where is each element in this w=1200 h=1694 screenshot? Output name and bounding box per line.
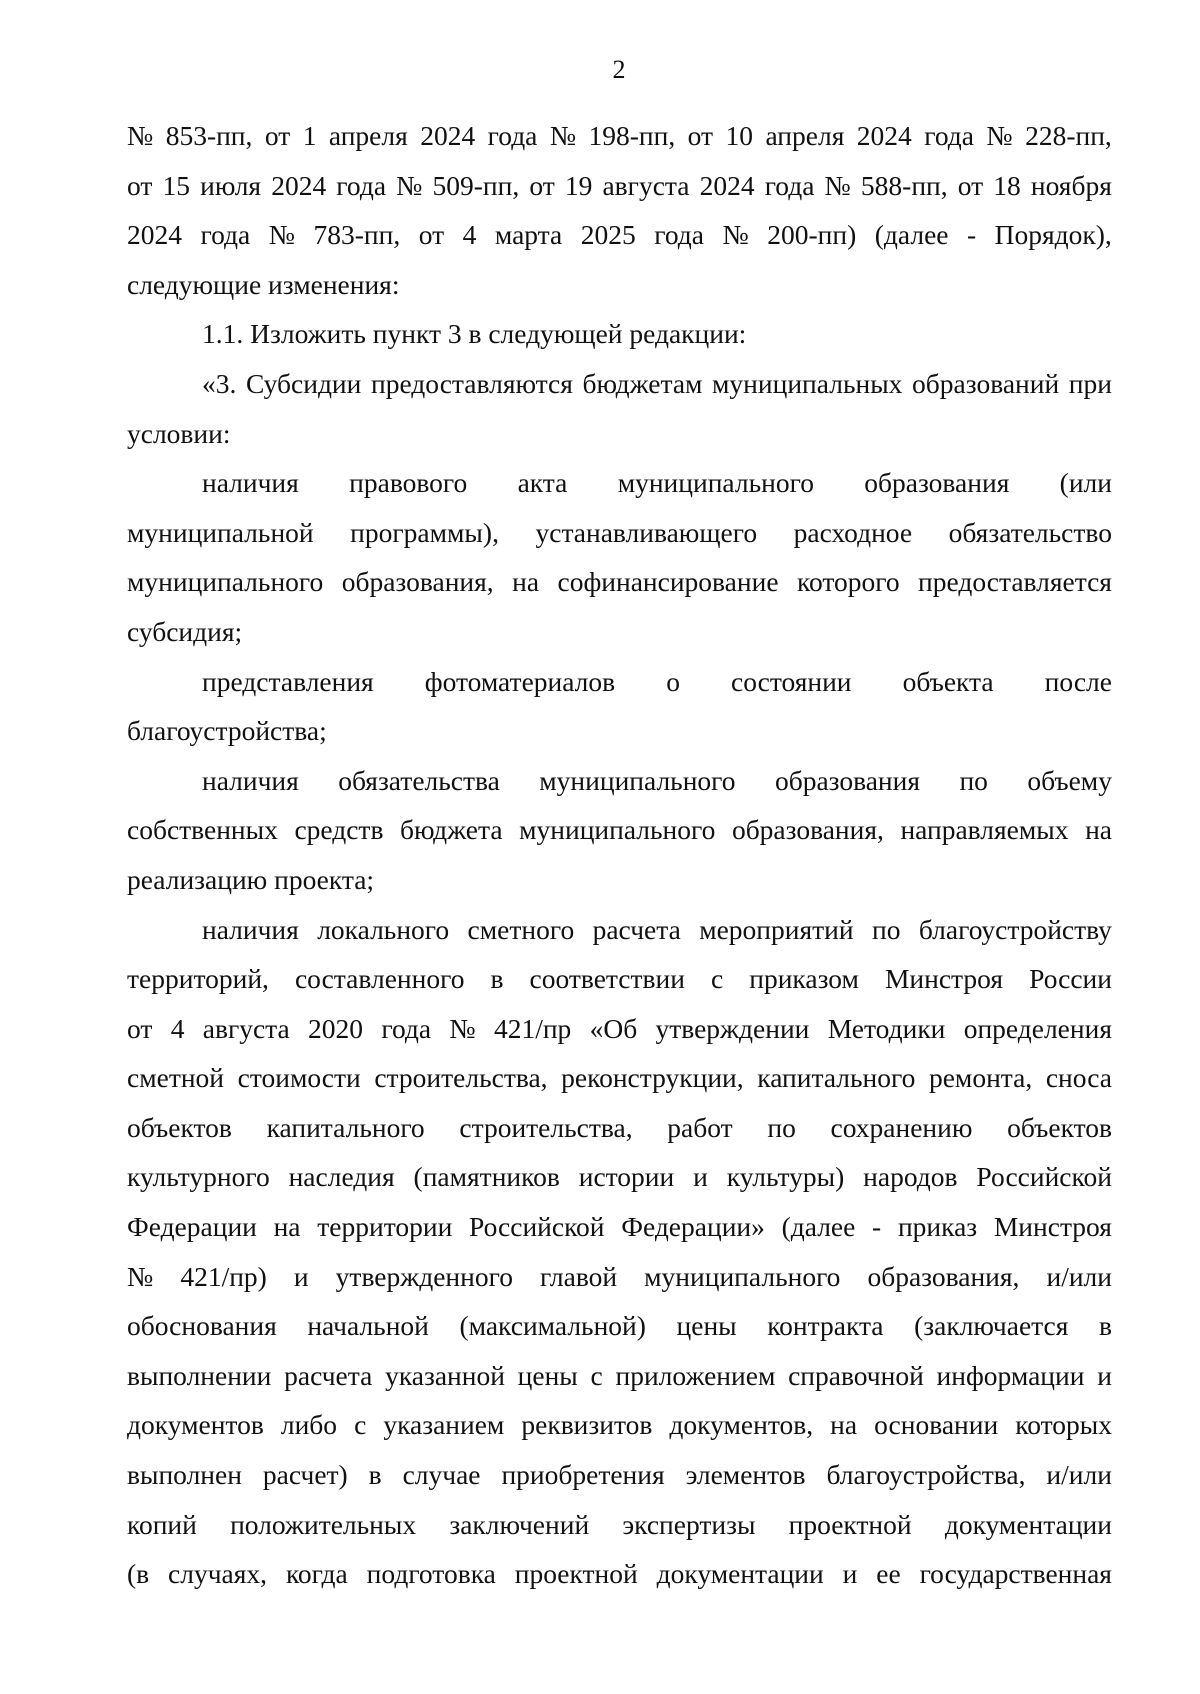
text-word: расчета <box>284 1359 373 1391</box>
text-word: 2024 <box>699 169 755 201</box>
text-word: главой <box>540 1260 618 1292</box>
text-word: когда <box>285 1558 348 1590</box>
text-word: по <box>767 1111 796 1143</box>
text-line <box>127 1301 1112 1351</box>
text-word: от <box>127 169 153 201</box>
text-word: муниципальной <box>127 516 314 548</box>
text-word: 2024 <box>420 120 476 151</box>
text-word: цены <box>676 1310 737 1342</box>
text-line <box>127 557 1112 607</box>
text-word: выполнении <box>127 1359 272 1391</box>
text-word: 4 <box>462 219 477 251</box>
text-word: капитального <box>757 1062 916 1094</box>
text-word: элементов <box>685 1459 806 1491</box>
text-word: образования, <box>341 566 494 598</box>
text-line <box>127 210 1112 260</box>
text-line: 1.1. Изложить пункт 3 в следующей редакции: <box>202 318 747 350</box>
text-line <box>127 805 1112 855</box>
text-word: направляемых <box>900 814 1069 846</box>
text-word: Порядок), <box>994 219 1112 251</box>
text-word: 509-пп, <box>432 169 520 201</box>
text-word: положительных <box>230 1508 417 1540</box>
text-word: 588-пп, <box>860 169 948 201</box>
text-word: года <box>924 120 974 151</box>
text-word: приложением <box>615 1359 776 1391</box>
text-word: благоустройству <box>918 913 1112 945</box>
text-line <box>127 1053 1112 1103</box>
text-word: стоимости <box>237 1062 361 1094</box>
text-word: объектов <box>1007 1111 1112 1143</box>
text-word: образования, <box>731 814 884 846</box>
text-word: наличия <box>202 913 299 945</box>
text-word: муниципального <box>644 1260 841 1292</box>
text-word: Федерации» <box>621 1211 765 1243</box>
text-word: - <box>966 219 977 251</box>
text-word: софинансирование <box>557 566 779 598</box>
text-word: сохранению <box>830 1111 973 1143</box>
text-word: определения <box>963 1012 1112 1044</box>
text-word: № <box>986 120 1013 151</box>
text-word: года <box>381 1012 432 1044</box>
text-line <box>127 1103 1112 1153</box>
text-word: расчета <box>592 913 681 945</box>
text-word: либо <box>280 1409 338 1441</box>
text-word: и <box>842 1558 858 1590</box>
text-word: образования, <box>867 1260 1020 1292</box>
text-word: № <box>824 169 851 201</box>
text-word: после <box>1044 665 1112 697</box>
text-word: территории <box>317 1211 453 1243</box>
text-word: приказом <box>749 963 859 995</box>
text-line: условии: <box>127 417 231 449</box>
text-word: наследия <box>288 1161 395 1193</box>
text-line <box>127 1450 1112 1500</box>
text-word: 2025 <box>580 219 636 251</box>
text-word: ремонта, <box>928 1062 1033 1094</box>
text-word: (или <box>1059 467 1112 499</box>
text-line <box>127 1500 1112 1550</box>
text-word: 19 <box>564 169 593 201</box>
body-text <box>127 111 1112 1599</box>
text-word: реквизитов <box>521 1409 653 1441</box>
text-word: капитального <box>266 1111 425 1143</box>
text-word: начальной <box>307 1310 429 1342</box>
text-word: территорий, <box>127 963 269 995</box>
text-word: утверждении <box>655 1012 810 1044</box>
text-word: муниципального <box>617 467 814 499</box>
text-word: (далее <box>874 219 949 251</box>
text-word: документации <box>944 1508 1112 1540</box>
text-line <box>127 1549 1112 1599</box>
text-word: составленного <box>294 963 465 995</box>
text-word: подготовка <box>366 1558 496 1590</box>
text-line <box>127 359 1112 409</box>
text-word: с <box>590 1359 603 1391</box>
text-word: документов, <box>669 1409 814 1441</box>
text-word: по <box>872 913 901 945</box>
text-word: ноября <box>1030 169 1112 201</box>
text-word: - <box>872 1211 882 1243</box>
text-word: от <box>127 1012 153 1044</box>
text-word: Минстроя <box>884 963 1004 995</box>
text-line <box>127 905 1112 955</box>
text-word: № <box>127 120 154 151</box>
text-word: приказ <box>897 1211 978 1243</box>
text-line <box>127 1202 1112 1252</box>
text-word: 783-пп, <box>313 219 401 251</box>
text-word: Методики <box>827 1012 946 1044</box>
text-line: следующие изменения: <box>127 268 400 300</box>
text-word: на <box>830 1409 858 1441</box>
text-word: утвержденного <box>335 1260 513 1292</box>
text-word: Российской <box>976 1161 1112 1193</box>
text-word: 2024 <box>127 219 182 251</box>
text-word: года <box>764 169 815 201</box>
text-word: от <box>957 169 984 201</box>
text-word: (далее <box>781 1211 856 1243</box>
text-word: строительства, <box>459 1111 633 1143</box>
text-word: расходное <box>793 516 913 548</box>
text-word: (памятников <box>413 1161 560 1193</box>
text-word: локального <box>317 913 450 945</box>
text-word: информации <box>936 1359 1085 1391</box>
text-word: образования <box>774 764 921 796</box>
text-word: фотоматериалов <box>424 665 616 697</box>
text-word: (заключается <box>914 1310 1069 1342</box>
text-word: 200-пп) <box>767 219 857 251</box>
text-word: бюджетам <box>582 367 703 399</box>
text-word: «3. <box>202 367 237 399</box>
text-word: объекта <box>902 665 994 697</box>
text-line <box>127 1400 1112 1450</box>
text-word: 421/пр) <box>180 1260 267 1292</box>
text-word: при <box>1068 367 1112 399</box>
text-word: контракта <box>767 1310 884 1342</box>
text-word: и/или <box>1046 1260 1112 1292</box>
text-word: объему <box>1027 764 1112 796</box>
text-word: 15 <box>162 169 191 201</box>
text-word: проектной <box>514 1558 638 1590</box>
text-line: реализацию проекта; <box>127 863 375 895</box>
text-word: реконструкции, <box>561 1062 744 1094</box>
text-line <box>127 111 1112 161</box>
text-word: августа <box>602 169 690 201</box>
text-word: на <box>1085 814 1112 846</box>
text-word: которого <box>796 566 900 598</box>
text-word: строительства, <box>374 1062 548 1094</box>
text-word: и/или <box>1046 1459 1112 1491</box>
text-word: (в <box>127 1558 150 1590</box>
text-word: года <box>654 219 704 251</box>
text-word: июля <box>200 169 262 201</box>
text-word: о <box>666 665 680 697</box>
text-line <box>127 508 1112 558</box>
text-word: собственных <box>127 814 278 846</box>
text-word: документации <box>656 1558 824 1590</box>
text-word: обязательства <box>338 764 500 796</box>
text-word: Российской <box>469 1211 605 1243</box>
text-word: заключений <box>449 1508 590 1540</box>
text-word: объектов <box>127 1111 232 1143</box>
text-word: благоустройства, <box>826 1459 1026 1491</box>
text-word: и <box>293 1260 309 1292</box>
text-word: ее <box>876 1558 901 1590</box>
text-word: государственная <box>919 1558 1112 1590</box>
text-word: и <box>693 1161 708 1193</box>
text-word: года <box>487 120 538 151</box>
text-word: России <box>1029 963 1112 995</box>
text-word: 4 <box>170 1012 185 1044</box>
text-word: апреля <box>328 120 408 151</box>
text-word: «Об <box>589 1012 638 1044</box>
text-word: Субсидии <box>245 367 362 399</box>
text-word: программы), <box>350 516 499 548</box>
text-word: мероприятий <box>699 913 854 945</box>
text-word: предоставляются <box>370 367 573 399</box>
text-line: субсидия; <box>127 615 243 647</box>
text-word: расчет) <box>262 1459 348 1491</box>
text-word: 18 <box>993 169 1021 201</box>
text-word: образования <box>864 467 1010 499</box>
text-word: проектной <box>788 1508 912 1540</box>
text-word: на <box>273 1211 301 1243</box>
text-word: от <box>264 120 291 151</box>
text-word: представления <box>202 665 374 697</box>
text-word: № <box>268 219 295 251</box>
text-line <box>127 756 1112 806</box>
text-word: 2020 <box>308 1012 364 1044</box>
text-word: цены <box>517 1359 578 1391</box>
text-word: средств <box>294 814 384 846</box>
text-line: благоустройства; <box>127 715 327 747</box>
text-word: с <box>354 1409 367 1441</box>
text-word: муниципального <box>127 566 324 598</box>
text-word: в <box>368 1459 382 1491</box>
text-word: указанной <box>385 1359 505 1391</box>
text-word: соответствии <box>529 963 685 995</box>
text-word: от <box>418 219 445 251</box>
text-word: документов <box>127 1409 264 1441</box>
text-line <box>127 1351 1112 1401</box>
text-line <box>127 1152 1112 1202</box>
text-line <box>127 657 1112 707</box>
text-word: обязательство <box>948 516 1112 548</box>
text-word: и <box>1097 1359 1112 1391</box>
text-word: предоставляется <box>918 566 1112 598</box>
text-word: августа <box>202 1012 290 1044</box>
text-word: по <box>959 764 988 796</box>
text-word: на <box>512 566 540 598</box>
text-word: случаях, <box>168 1558 268 1590</box>
text-word: № <box>127 1260 154 1292</box>
text-word: копий <box>127 1508 197 1540</box>
text-word: в <box>1098 1310 1112 1342</box>
text-word: 2024 <box>271 169 327 201</box>
text-word: культуры) <box>726 1161 845 1193</box>
text-word: указанием <box>383 1409 505 1441</box>
text-word: основании <box>874 1409 999 1441</box>
text-word: № <box>722 219 749 251</box>
text-word: состоянии <box>731 665 852 697</box>
text-word: Федерации <box>127 1211 257 1243</box>
text-word: от <box>529 169 555 201</box>
text-word: муниципального <box>519 814 716 846</box>
text-word: (максимальной) <box>459 1310 646 1342</box>
text-word: 228-пп, <box>1025 120 1112 151</box>
text-line <box>127 161 1112 211</box>
text-word: с <box>710 963 724 995</box>
text-word: наличия <box>202 764 299 796</box>
text-word: года <box>200 219 251 251</box>
text-word: № <box>396 169 423 201</box>
text-word: муниципальных <box>712 367 903 399</box>
text-word: правового <box>349 467 468 499</box>
text-word: выполнен <box>127 1459 242 1491</box>
text-word: приобретения <box>501 1459 665 1491</box>
text-word: бюджета <box>400 814 503 846</box>
text-word: Минстроя <box>993 1211 1112 1243</box>
text-word: 198-пп, <box>588 120 676 151</box>
text-word: устанавливающего <box>535 516 758 548</box>
text-line <box>127 1252 1112 1302</box>
text-word: муниципального <box>539 764 736 796</box>
text-word: обоснования <box>127 1310 277 1342</box>
text-line <box>127 954 1112 1004</box>
text-word: народов <box>863 1161 958 1193</box>
text-word: экспертизы <box>622 1508 756 1540</box>
text-line <box>127 458 1112 508</box>
text-word: 10 <box>725 120 754 151</box>
text-word: сноса <box>1045 1062 1112 1094</box>
text-word: 853-пп, <box>165 120 253 151</box>
text-word: 1 <box>302 120 317 151</box>
text-word: акта <box>517 467 568 499</box>
text-word: справочной <box>788 1359 924 1391</box>
text-word: № <box>549 120 577 151</box>
text-word: от <box>687 120 714 151</box>
page-number: 2 <box>612 55 626 84</box>
text-word: года <box>336 169 387 201</box>
text-word: сметной <box>127 1062 225 1094</box>
text-word: сметного <box>467 913 575 945</box>
text-word: которых <box>1015 1409 1112 1441</box>
text-word: апреля <box>765 120 845 151</box>
text-word: наличия <box>202 467 299 499</box>
text-word: культурного <box>127 1161 270 1193</box>
text-word: 2024 <box>856 120 912 151</box>
text-line <box>127 1004 1112 1054</box>
text-word: в <box>490 963 504 995</box>
text-word: № <box>449 1012 476 1044</box>
text-word: 421/пр <box>493 1012 572 1044</box>
text-word: работ <box>667 1111 733 1143</box>
text-word: образований <box>912 367 1060 399</box>
text-word: марта <box>494 219 563 251</box>
text-word: случае <box>402 1459 481 1491</box>
text-word: истории <box>578 1161 675 1193</box>
